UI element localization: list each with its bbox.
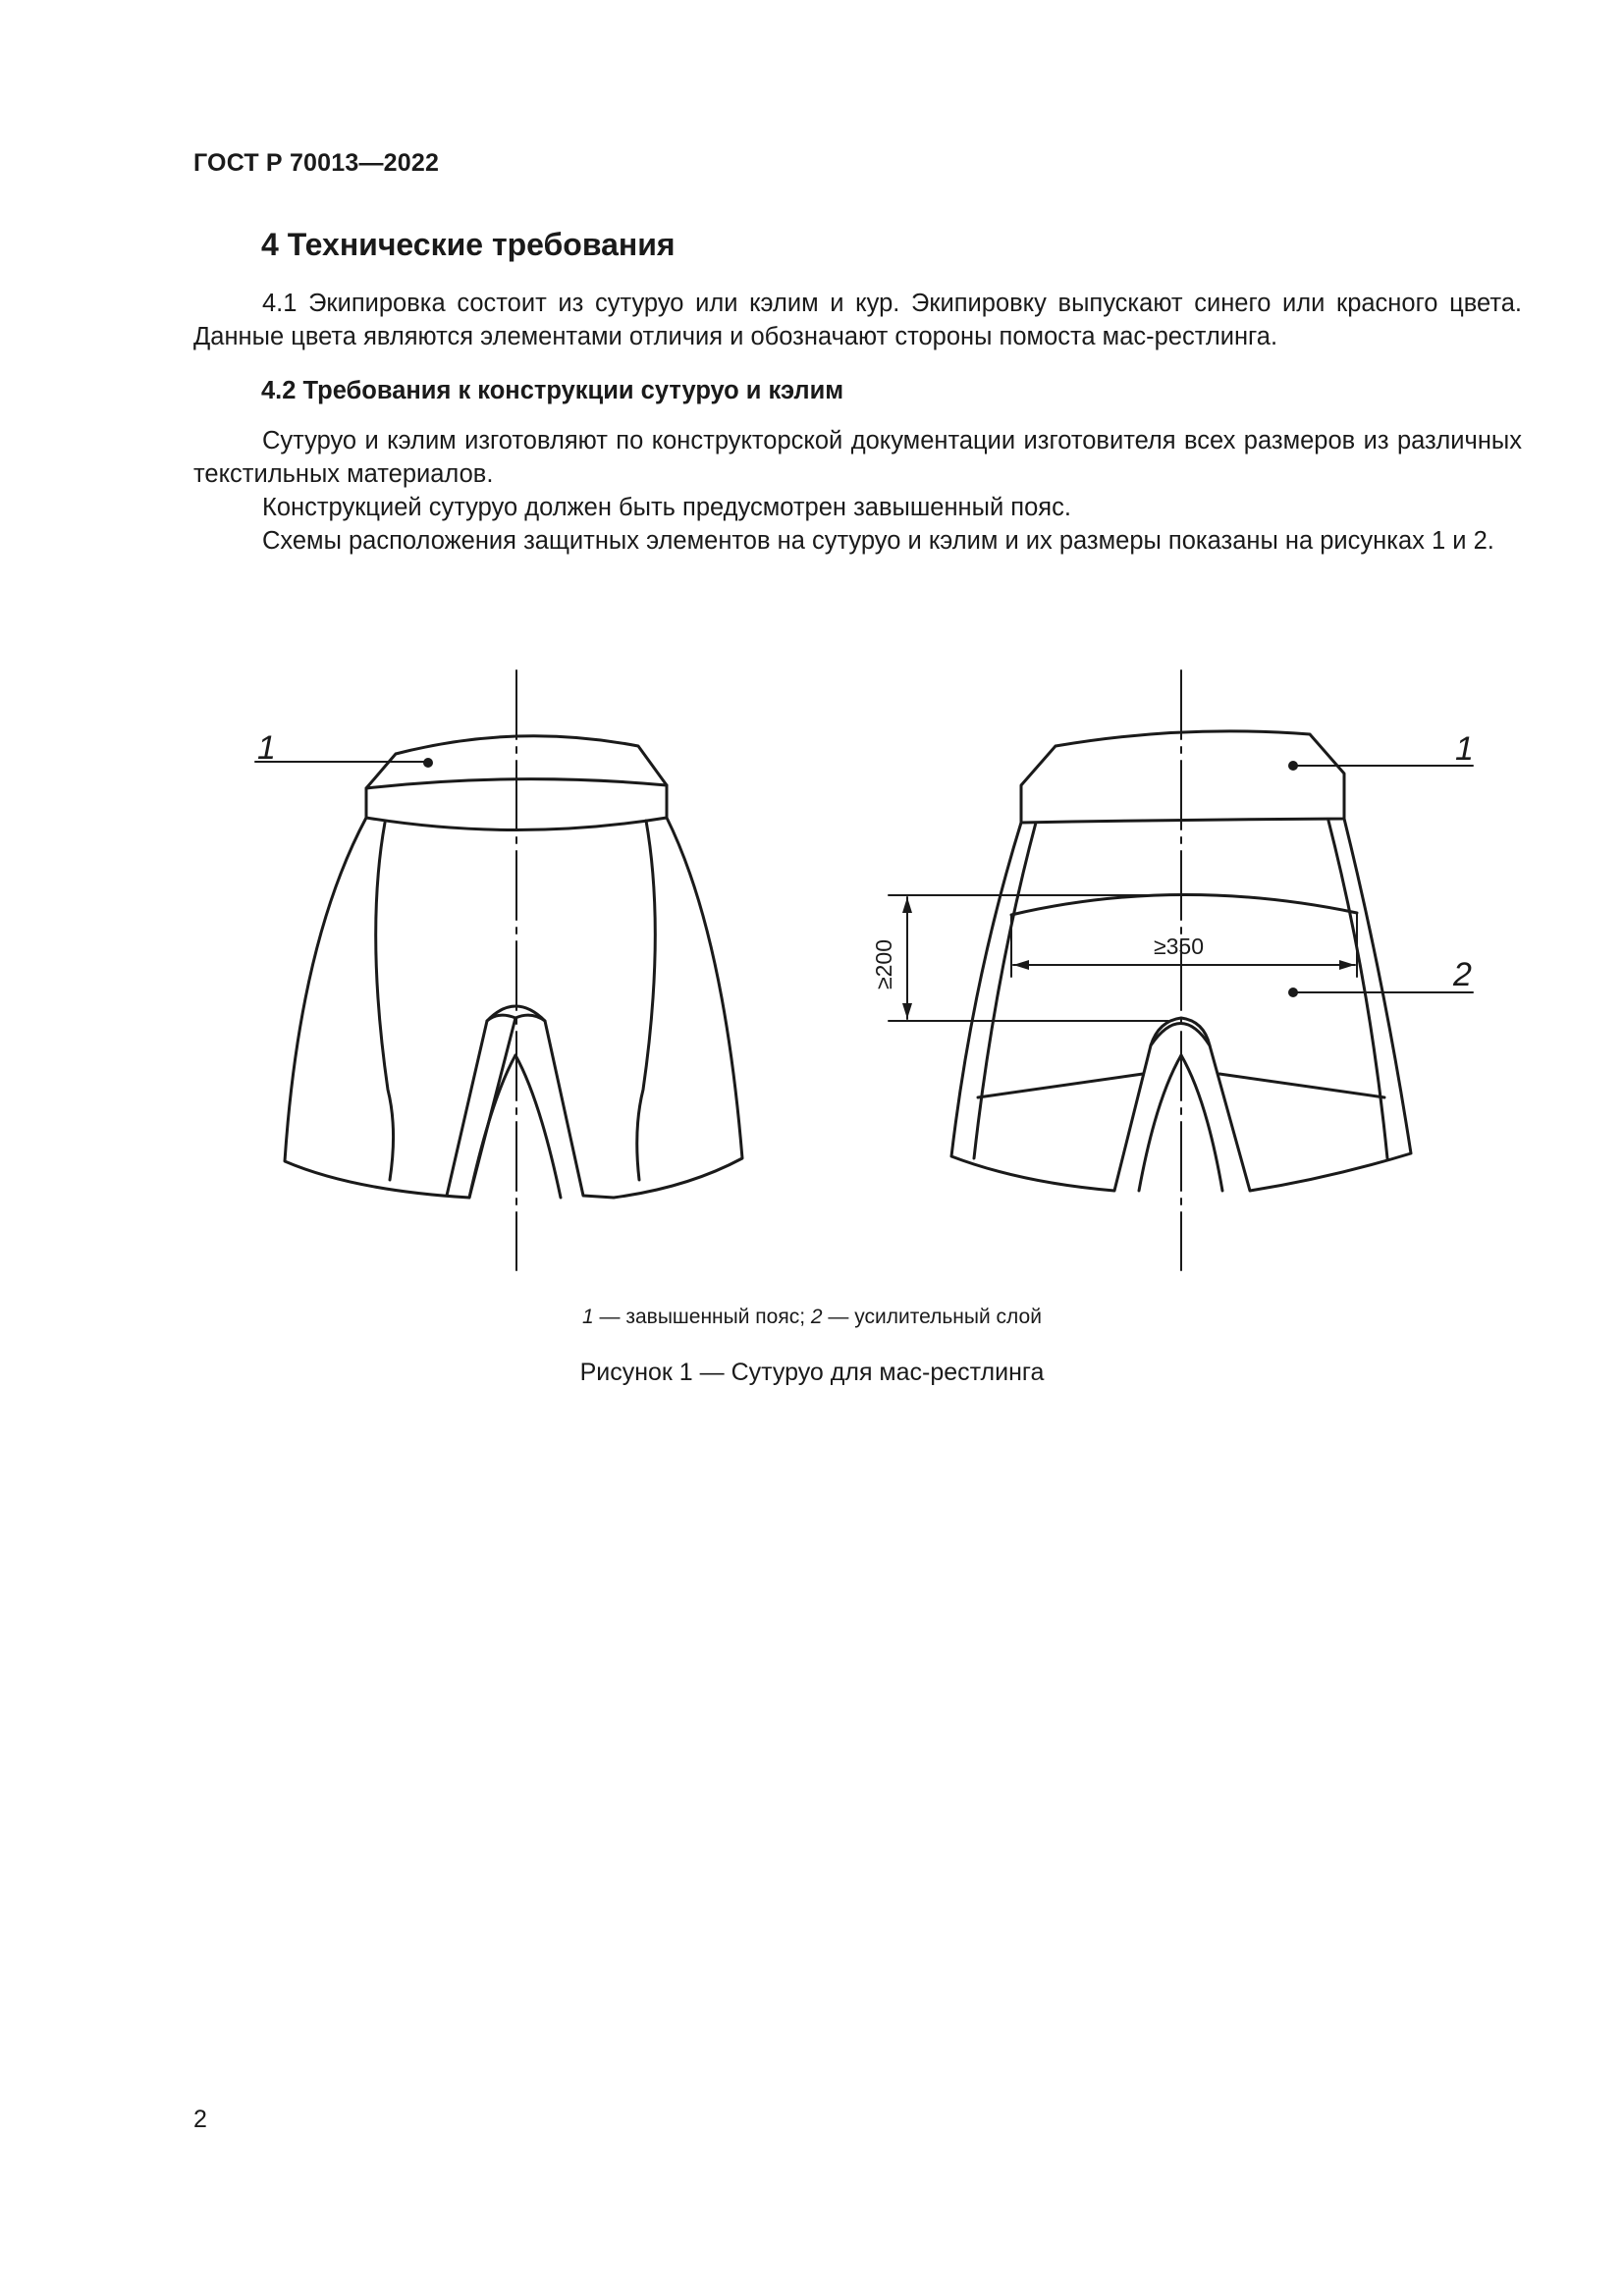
height-dimension-value: ≥200 [871, 939, 896, 989]
width-arrow-left [1013, 960, 1029, 970]
back-crotch-inner-right [1181, 1055, 1222, 1191]
legend-text-2: — усилительный слой [822, 1306, 1042, 1328]
front-callout-label: 1 [257, 729, 276, 767]
paragraph-belt: Конструкцией сутуруо должен быть предусмотрен завышенный пояс. [262, 494, 1071, 521]
front-view-shorts [255, 670, 742, 1270]
height-arrow-top [902, 897, 912, 913]
front-left-side-seam [376, 823, 394, 1180]
front-crotch-inner-right [515, 1055, 561, 1198]
front-right-side-seam [637, 821, 656, 1180]
back-reinforcement-bottom-left [978, 1074, 1143, 1097]
paragraph-4-1-text: 4.1 Экипировка состоит из сутуруо или кэлим и кур. Экипировку выпускают синего или красного цвета. Данные цвета являются элементами отличия и обозначают стороны помоста мас-рестлинга. [193, 290, 1522, 350]
legend-text-1: — завышенный пояс; [593, 1306, 811, 1328]
page-number: 2 [193, 2106, 207, 2133]
back-callout-1-label: 1 [1455, 730, 1474, 768]
back-view-shorts [889, 670, 1473, 1270]
back-crotch-inner-left [1139, 1055, 1181, 1191]
front-callout-dot [423, 758, 433, 768]
figure-caption: Рисунок 1 — Сутуруо для мас-рестлинга [579, 1359, 1045, 1386]
back-high-belt [1021, 731, 1344, 823]
back-reinforcement-top [1011, 894, 1357, 915]
back-callout-1-dot [1288, 761, 1298, 771]
back-callout-2-dot [1288, 988, 1298, 997]
width-arrow-right [1339, 960, 1355, 970]
width-dimension-value: ≥350 [1154, 934, 1204, 959]
back-callout-2-label: 2 [1453, 956, 1472, 993]
subheading-4-2: 4.2 Требования к конструкции сутуруо и кэлим [261, 377, 844, 404]
height-arrow-bottom [902, 1003, 912, 1019]
legend-number-2: 2 [810, 1306, 823, 1328]
back-reinforcement-bottom-right [1219, 1074, 1384, 1097]
figure-legend [0, 1306, 1624, 1329]
paragraph-schemes: Схемы расположения защитных элементов на сутуруо и кэлим и их размеры показаны на рисунках 1 и 2. [262, 527, 1494, 555]
section-title: 4 Технические требования [261, 227, 676, 262]
legend-number-1: 1 [582, 1306, 594, 1328]
paragraph-materials: Сутуруо и кэлим изготовляют по конструкторской документации изготовителя всех размеров из различных текстильных материалов. [193, 427, 1522, 488]
document-code: ГОСТ Р 70013—2022 [193, 149, 440, 177]
